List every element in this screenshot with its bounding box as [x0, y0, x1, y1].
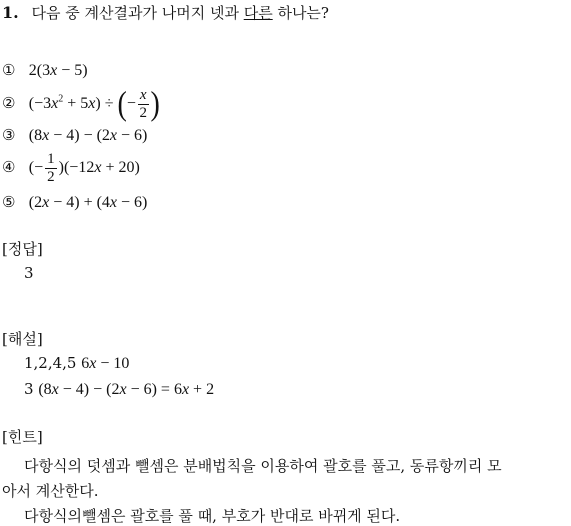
option-4-mark: ④ — [2, 158, 16, 177]
option-2-fraction: $\frac{x}{2}$ — [139, 87, 147, 121]
hint-line-3: 다항식의뺄셈은 괄호를 풀 때, 부호가 반대로 바뀌게 된다. — [24, 507, 401, 525]
answer-value: 3 — [24, 264, 34, 282]
option-1[interactable] — [2, 61, 88, 80]
option-2[interactable] — [2, 85, 160, 123]
explanation-line-2-expression: (8x − 4) − (2x − 6) = 6x + 2 — [38, 381, 215, 398]
option-5-mark: ⑤ — [2, 193, 16, 211]
explanation-line-2-prefix: 3 — [24, 380, 39, 398]
option-2-mark: ② — [2, 94, 16, 113]
option-1-mark: ① — [2, 61, 16, 79]
option-4-expression: (− $\frac{1}{2}$ )(−12x + 20) — [28, 151, 140, 185]
explanation-label: [해설] — [2, 330, 43, 348]
answer-label: [정답] — [2, 240, 43, 258]
option-3-expression: (8x − 4) − (2x − 6) — [28, 127, 148, 144]
explanation-line-1-prefix: 1,2,4,5 — [24, 354, 82, 372]
question-text-prefix: 다음 중 계산결과가 나머지 넷과 — [31, 4, 244, 22]
option-3-mark: ③ — [2, 126, 16, 144]
option-2-expression: $(-3x^2 + 5x)$ ÷ (− $\frac{x}{2}$ ) — [28, 85, 160, 123]
hint-line-1: 다항식의 덧셈과 뺄셈은 분배법칙을 이용하여 괄호를 풀고, 동류항끼리 모 — [24, 457, 502, 475]
explanation-line-1-expression: 6x − 10 — [81, 355, 130, 372]
question-number: 1. — [2, 3, 19, 22]
option-4-fraction: $\frac{1}{2}$ — [47, 151, 55, 185]
option-5[interactable] — [2, 193, 147, 212]
hint-label: [힌트] — [2, 428, 43, 446]
option-1-expression: 2(3x − 5) — [28, 62, 88, 79]
option-5-expression: (2x − 4) + (4x − 6) — [28, 194, 148, 211]
option-4[interactable] — [2, 152, 140, 185]
explanation-line-2 — [24, 380, 214, 399]
option-3[interactable] — [2, 126, 147, 145]
question-text-suffix: 하나는? — [272, 4, 329, 22]
hint-line-2: 아서 계산한다. — [2, 482, 99, 500]
question-text-underlined: 다른 — [243, 4, 273, 22]
question-line — [2, 2, 329, 23]
explanation-line-1 — [24, 354, 129, 373]
